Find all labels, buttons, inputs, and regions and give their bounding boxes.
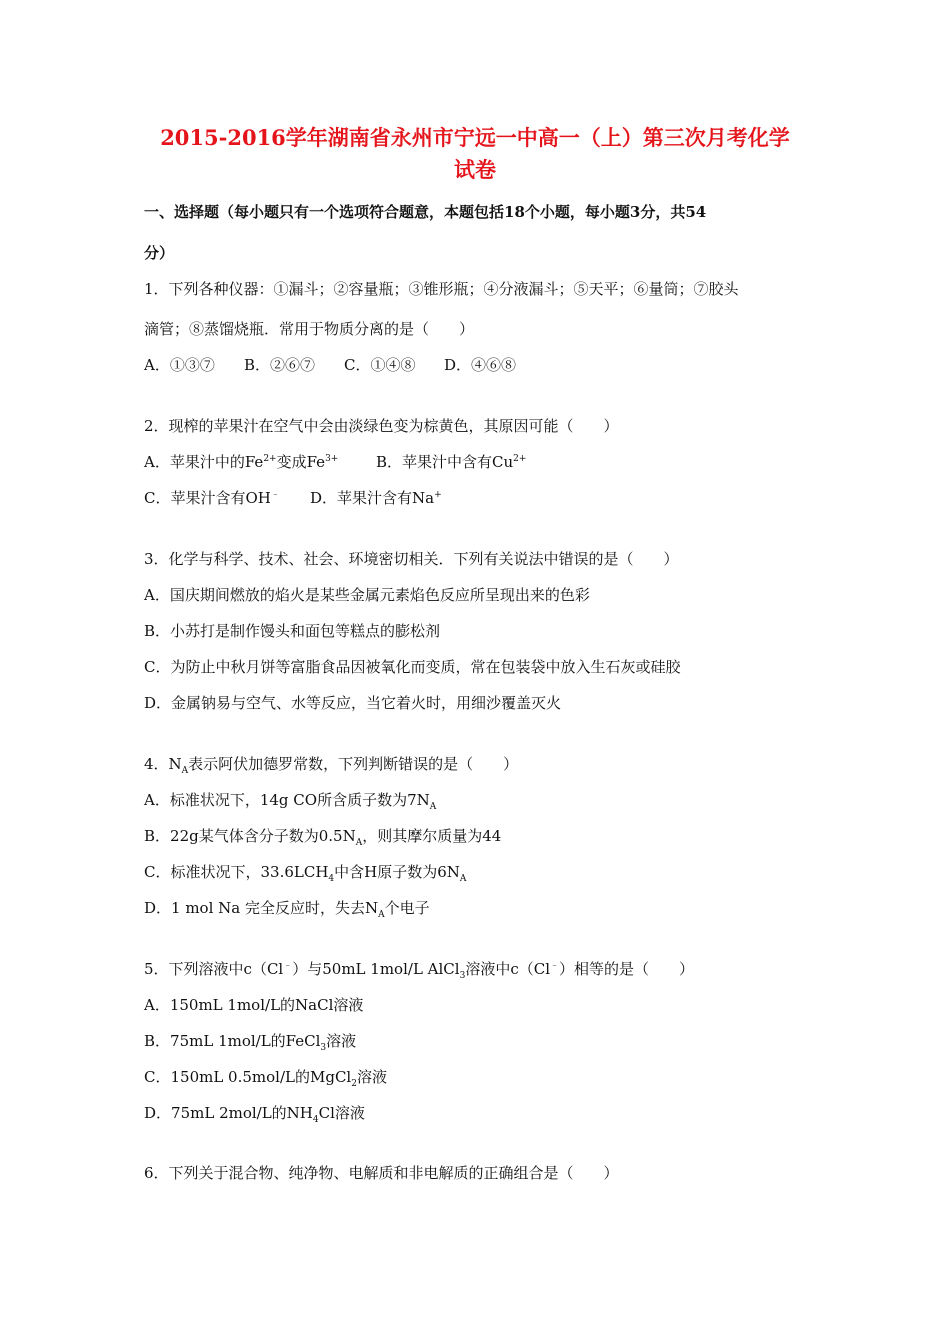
section-heading-line2: 分） <box>144 244 175 262</box>
q4-choice-c: C．标准状况下，$33.6LCH_4$中含H原子数为$6N_A$ <box>144 863 467 884</box>
q3-choice-d: D．金属钠易与空气、水等反应，当它着火时，用细沙覆盖灭火 <box>144 694 562 712</box>
exam-title-line2: 试卷 <box>454 157 496 182</box>
q1-choice-c: C．①④⑧ <box>344 356 416 374</box>
q2-choice-d: D．苹果汁含有Na+ <box>310 489 442 507</box>
q2-choices-cd <box>144 488 442 508</box>
exam-title <box>120 122 830 186</box>
q4-choice-a: A．标准状况下，14g CO所含质子数为$7N_A$ <box>144 791 437 812</box>
q1-choices <box>144 355 516 375</box>
q1-choice-d: D．④⑥⑧ <box>444 356 517 374</box>
q2-choices-ab <box>144 452 526 472</box>
q3-choice-b: B．小苏打是制作馒头和面包等糕点的膨松剂 <box>144 622 441 640</box>
section-heading-line1: 一、选择题（每小题只有一个选项符合题意，本题包括18个小题，每小题3分，共54 <box>144 203 707 221</box>
q6-stem: 6．下列关于混合物、纯净物、电解质和非电解质的正确组合是（ ） <box>144 1164 619 1182</box>
q1-stem-line2: 滴管；⑧蒸馏烧瓶．常用于物质分离的是（ ） <box>144 320 475 338</box>
q2-choice-a: A．苹果汁中的$Fe^{2+}$变成$Fe^{3+}$ <box>144 453 339 471</box>
q2-choice-c: C．苹果汁含有OH﹣ <box>144 489 280 507</box>
q4-choice-b: B．22g某气体含分子数为$0.5N_A$，则其摩尔质量为44 <box>144 827 502 848</box>
q2-stem: 2．现榨的苹果汁在空气中会由淡绿色变为棕黄色，其原因可能（ ） <box>144 417 619 435</box>
q5-stem: 5．下列溶液中c（Cl﹣）与50mL 1mol/L AlCl$_3$溶液中c（Cl﹣）相等的是（ ） <box>144 960 695 981</box>
q5-choice-a: A．150mL 1mol/L的NaCl溶液 <box>144 996 364 1014</box>
q3-choice-a: A．国庆期间燃放的焰火是某些金属元素焰色反应所呈现出来的色彩 <box>144 586 590 604</box>
exam-title-line1: 2015-2016学年湖南省永州市宁远一中高一（上）第三次月考化学 <box>160 125 790 150</box>
q1-choice-b: B．②⑥⑦ <box>244 356 316 374</box>
q2-choice-b: B．苹果汁中含有$Cu^{2+}$ <box>376 453 527 471</box>
q3-stem: 3．化学与科学、技术、社会、环境密切相关．下列有关说法中错误的是（ ） <box>144 550 679 568</box>
q1-stem-line1: 1．下列各种仪器：①漏斗；②容量瓶；③锥形瓶；④分液漏斗；⑤天平；⑥量筒；⑦胶头 <box>144 280 739 298</box>
q3-choice-c: C．为防止中秋月饼等富脂食品因被氧化而变质，常在包装袋中放入生石灰或硅胶 <box>144 658 681 676</box>
q4-choice-d: D．1 mol Na 完全反应时，失去$N_A$个电子 <box>144 899 430 920</box>
q5-choice-b: B．75mL 1mol/L的FeCl$_3$溶液 <box>144 1032 357 1053</box>
q5-choice-d: D．75mL 2mol/L的$NH_4Cl$溶液 <box>144 1104 365 1125</box>
q4-stem: 4．$N_A$表示阿伏加德罗常数，下列判断错误的是（ ） <box>144 755 519 776</box>
q1-choice-a: A．①③⑦ <box>144 356 215 374</box>
q5-choice-c: C．150mL 0.5mol/L的MgCl$_2$溶液 <box>144 1068 387 1089</box>
